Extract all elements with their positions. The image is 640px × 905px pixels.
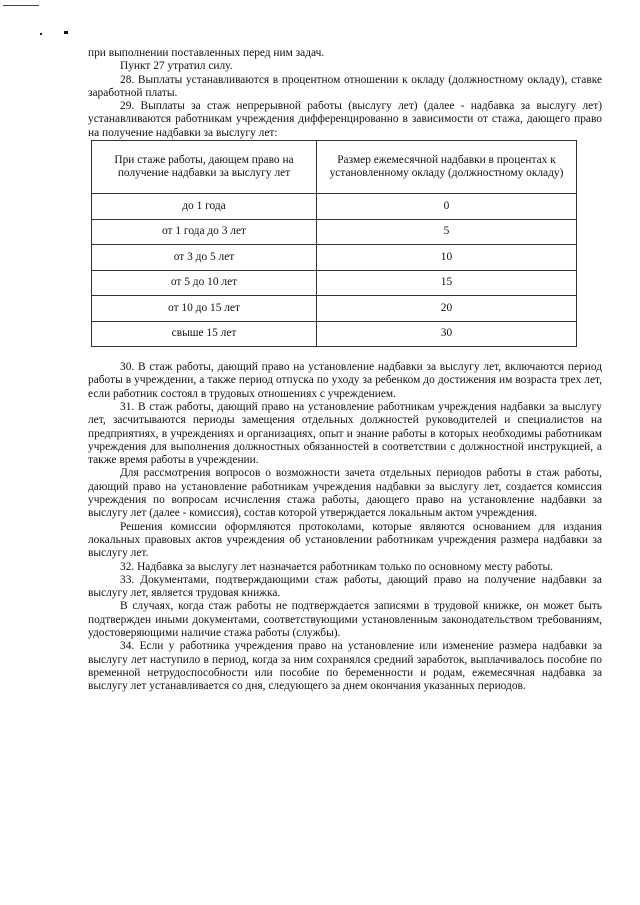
scan-mark-dot [40, 33, 42, 35]
paragraph-31: 31. В стаж работы, дающий право на установление работникам учреждения надбавки за выслугу лет, засчитываются периоды замещения отдельных должностей руководителей и специалистов на предприятиях, в учреждениях и организациях, опыт и знание работы в которых необходимы работникам учреждения для выполнения должностных обязанностей в соответствии с должностной инструкцией, а также время работы в учреждении. [88, 400, 602, 467]
paragraph-33-other-docs: В случаях, когда стаж работы не подтверждается записями в трудовой книжке, он может быть подтвержден иными документами, соответствующими установленным законодательством требованиям, удостоверяющими наличие стажа работы (службы). [88, 600, 602, 640]
table-header-period: При стаже работы, дающем право на получение надбавки за выслугу лет [92, 141, 317, 194]
scan-mark-dot [64, 31, 68, 34]
table-row [92, 245, 577, 271]
table-cell-percent: 15 [317, 270, 577, 296]
paragraph-34: 34. Если у работника учреждения право на установление или изменение размера надбавки за выслугу лет наступило в период, когда за ним сохранялся средний заработок, выплачивалось пособие по временной нетрудоспособности или пособие по беременности и родам, ежемесячная надбавка за выслугу лет устанавливается со дня, следующего за днем окончания указанных периодов. [88, 640, 602, 693]
paragraph-33: 33. Документами, подтверждающими стаж работы, дающий право на получение надбавки за выслугу лет, является трудовая книжка. [88, 573, 602, 600]
table-cell-period: свыше 15 лет [92, 321, 317, 347]
table-cell-percent: 10 [317, 245, 577, 271]
paragraph-31-commission: Для рассмотрения вопросов о возможности зачета отдельных периодов работы в стаж работы, дающий право на установление работникам учреждения надбавки за выслугу лет, создается комиссия учреждения по вопросам исчисления стажа работы, дающего право на установление надбавки за выслугу лет (далее - комиссия), состав которой утверждается локальным актом учреждения. [88, 467, 602, 520]
table-row [92, 321, 577, 347]
table-cell-percent: 20 [317, 296, 577, 322]
table-cell-period: до 1 года [92, 194, 317, 220]
table-row [92, 194, 577, 220]
paragraph-30: 30. В стаж работы, дающий право на установление надбавки за выслугу лет, включаются период работы в учреждении, а также период отпуска по уходу за ребенком до достижения им возраста трех лет, если работник состоял в трудовых отношениях с учреждением. [88, 361, 602, 400]
table-row [92, 296, 577, 322]
table-cell-percent: 5 [317, 219, 577, 245]
paragraph-29: 29. Выплаты за стаж непрерывной работы (выслугу лет) (далее - надбавка за выслугу лет) устанавливаются работникам учреждения дифференцированно в зависимости от стажа, дающего право на получение надбавки за выслугу лет: [88, 100, 602, 139]
table-header-row [92, 141, 577, 194]
table-cell-period: от 3 до 5 лет [92, 245, 317, 271]
document-page [88, 47, 602, 694]
seniority-bonus-table [91, 140, 577, 347]
table-row [92, 219, 577, 245]
paragraph-32: 32. Надбавка за выслугу лет назначается работникам только по основному месту работы. [120, 560, 553, 573]
table-cell-period: от 1 года до 3 лет [92, 219, 317, 245]
table-cell-period: от 10 до 15 лет [92, 296, 317, 322]
paragraph-27: Пункт 27 утратил силу. [120, 60, 233, 73]
table-row [92, 270, 577, 296]
table-cell-percent: 30 [317, 321, 577, 347]
table-header-percent: Размер ежемесячной надбавки в процентах к установленному окладу (должностному окладу) [317, 141, 577, 194]
table-cell-period: от 5 до 10 лет [92, 270, 317, 296]
paragraph-28: 28. Выплаты устанавливаются в процентном отношении к окладу (должностному окладу), ставке заработной платы. [88, 73, 602, 99]
paragraph-continuation: при выполнении поставленных перед ним задач. [88, 47, 325, 59]
table-cell-percent: 0 [317, 194, 577, 220]
scan-mark-line [3, 5, 39, 6]
paragraph-31-decisions: Решения комиссии оформляются протоколами, которые являются основанием для издания локальных правовых актов учреждения об установлении работникам учреждения размера надбавки за выслугу лет. [88, 520, 602, 560]
